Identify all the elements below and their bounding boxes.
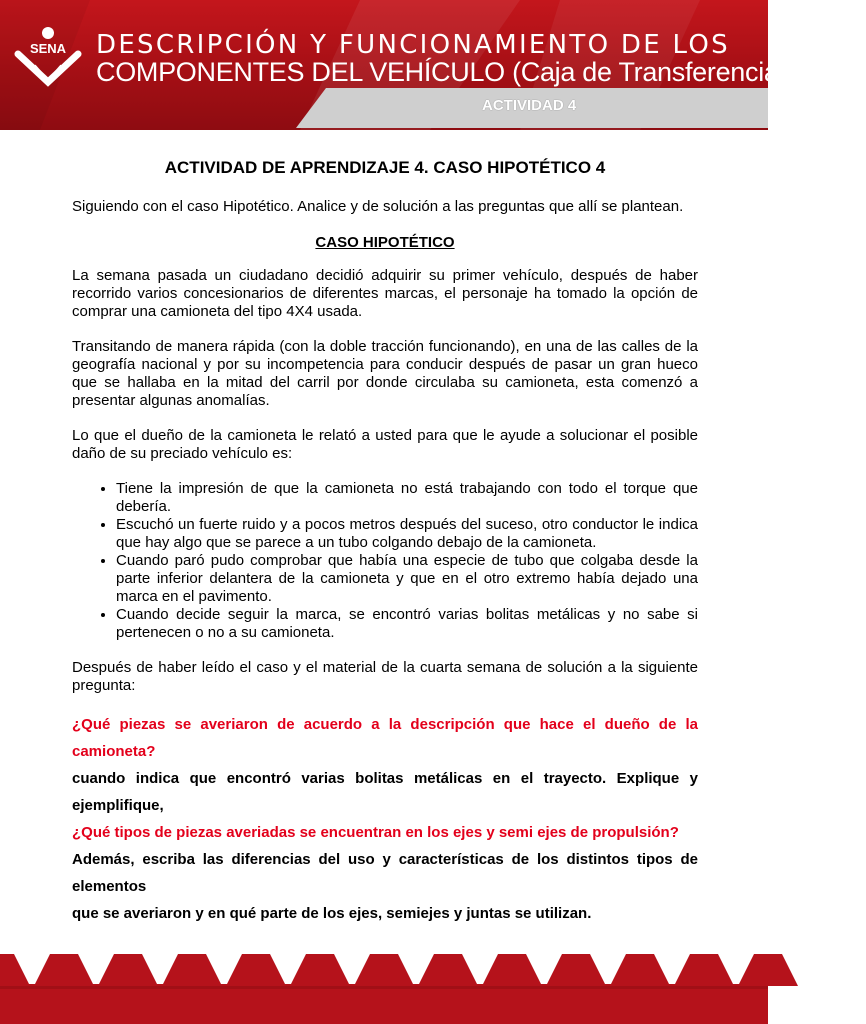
paragraph: La semana pasada un ciudadano decidió adquirir su primer vehículo, después de haber recorrido varios concesionarios de diferentes marcas, el personaje ha tomado la opción de comprar una camioneta del tipo 4X4 usada. — [72, 267, 698, 320]
questions-block — [72, 711, 698, 927]
footer-bump — [418, 954, 478, 986]
list-item: • Tiene la impresión de que la camioneta no está trabajando con todo el torque que debería. — [116, 480, 698, 516]
question-2: ¿Qué tipos de piezas averiadas se encuentran en los ejes y semi ejes de propulsión? — [72, 824, 679, 841]
sena-logo — [12, 26, 84, 96]
footer-bump — [354, 954, 414, 986]
footer-bump — [98, 954, 158, 986]
title-line-2: COMPONENTES DEL VEHÍCULO (Caja de Transferencia y Ejes) — [96, 57, 866, 87]
paragraph: Lo que el dueño de la camioneta le relató a usted para que le ayude a solucionar el posible daño de su preciado vehículo es: — [72, 427, 698, 462]
question-1: ¿Qué piezas se averiaron de acuerdo a la descripción que hace el dueño de la camioneta? — [72, 716, 698, 760]
question-2-detail-2: que se averiaron y en qué parte de los ejes, semiejes y juntas se utilizan. — [72, 905, 592, 922]
footer-bump — [162, 954, 222, 986]
question-2-detail-1: Además, escriba las diferencias del uso y características de los distintos tipos de elementos — [72, 851, 698, 895]
footer-bump — [738, 954, 798, 986]
footer-bump — [0, 954, 30, 986]
title-line-1: DESCRIPCIÓN Y FUNCIONAMIENTO DE LOS — [96, 30, 730, 60]
list-item: • Escuchó un fuerte ruido y a pocos metros después del suceso, otro conductor le indica que hay algo que se parece a un tubo colgando debajo de la camioneta. — [116, 516, 698, 552]
footer-bump — [290, 954, 350, 986]
document-body — [72, 158, 698, 927]
footer-bump — [546, 954, 606, 986]
instruction-text: Después de haber leído el caso y el material de la cuarta semana de solución a la siguiente pregunta: — [72, 659, 698, 694]
footer-bump — [34, 954, 94, 986]
logo-text: SENA — [29, 41, 67, 56]
footer-bump — [482, 954, 542, 986]
paragraph: Transitando de manera rápida (con la doble tracción funcionando), en una de las calles de la geografía nacional y por su incompetencia para conducir después de pasar un gran hueco que se hallaba en la mitad del carril por donde circulaba su camioneta, esta comenzó a presentar algunas anomalías. — [72, 338, 698, 409]
list-item: • Cuando paró pudo comprobar que había una especie de tubo que colgaba desde la parte inferior delantera de la camioneta y que en el otro extremo había dejado una marca en el pavimento. — [116, 552, 698, 606]
intro-text: Siguiendo con el caso Hipotético. Analice y de solución a las preguntas que allí se plantean. — [72, 198, 684, 215]
activity-label: ACTIVIDAD 4 — [482, 97, 577, 114]
list-item: • Cuando decide seguir la marca, se encontró varias bolitas metálicas y no sabe si pertenecen o no a su camioneta. — [116, 606, 698, 642]
footer-bump — [674, 954, 734, 986]
footer-decoration — [0, 952, 768, 1024]
footer-bump — [226, 954, 286, 986]
case-title: CASO HIPOTÉTICO — [315, 234, 455, 251]
header-banner — [0, 0, 866, 130]
symptom-list — [72, 480, 698, 642]
page-title: ACTIVIDAD DE APRENDIZAJE 4. CASO HIPOTÉTICO 4 — [164, 158, 606, 177]
question-1-detail: cuando indica que encontró varias bolitas metálicas en el trayecto. Explique y ejemplifique, — [72, 770, 698, 814]
footer-bump — [610, 954, 670, 986]
